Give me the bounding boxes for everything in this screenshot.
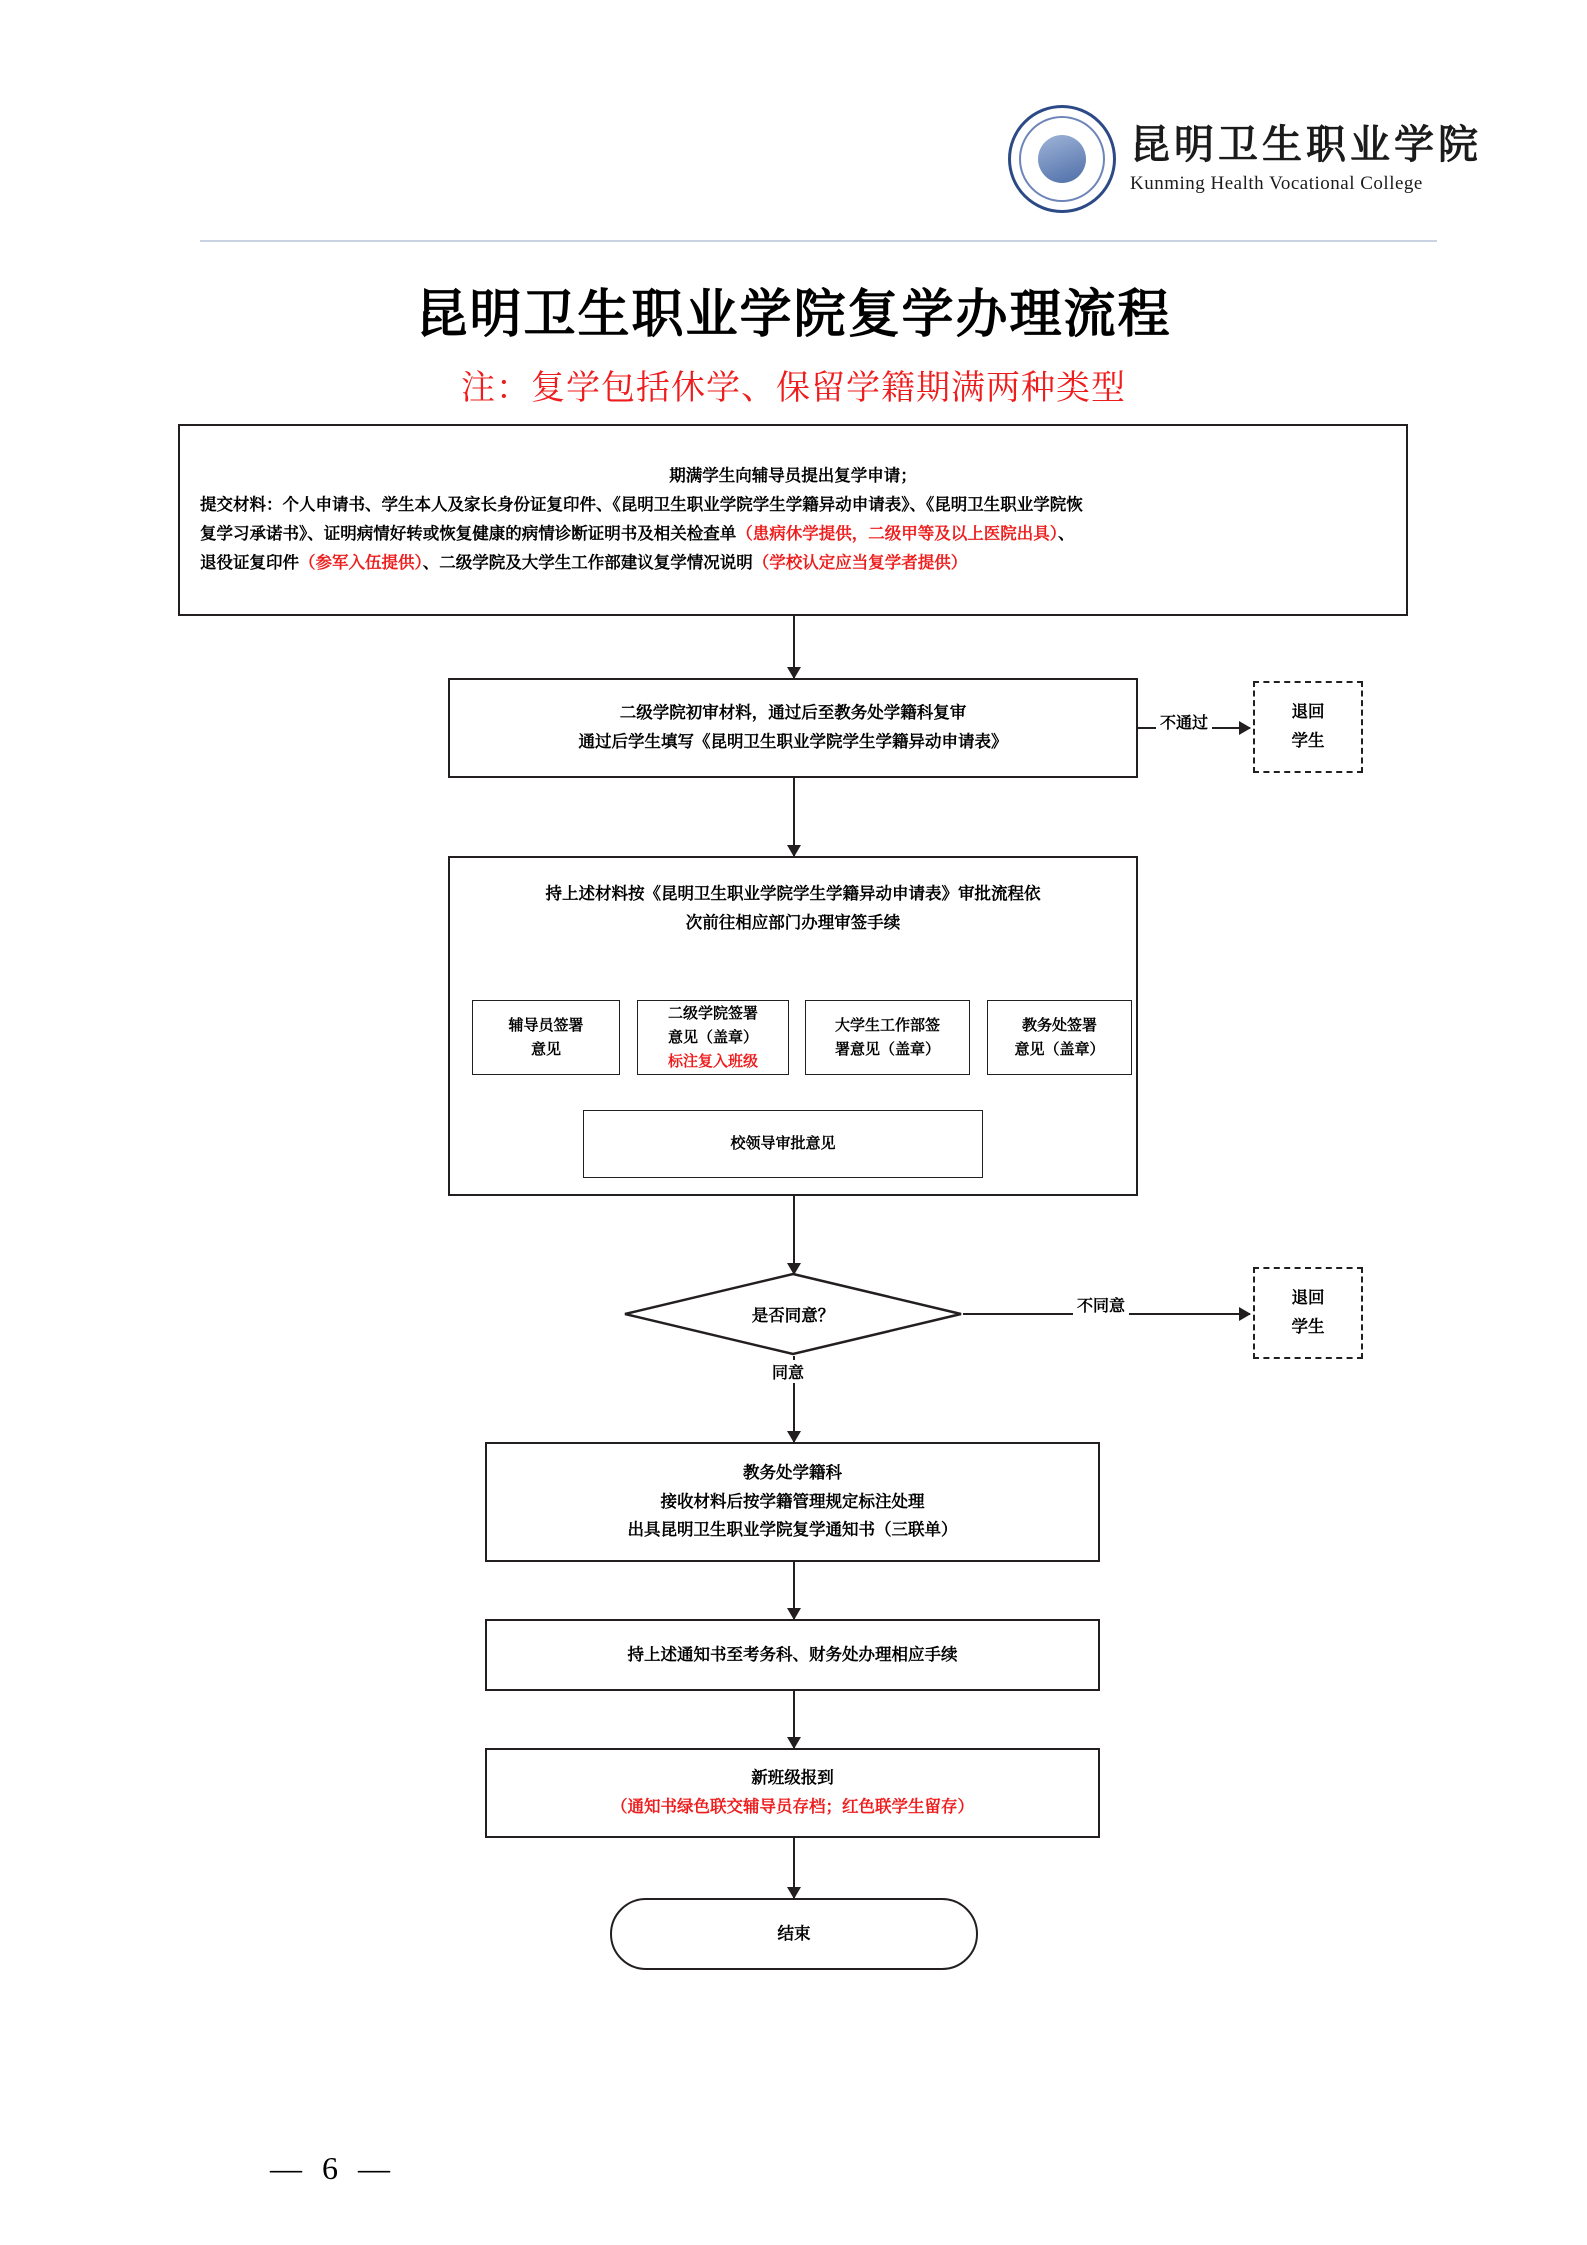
node1-line4-d: （学校认定应当复学者提供） — [752, 553, 968, 572]
college-seal-icon — [1008, 105, 1116, 213]
logo-text-en: Kunming Health Vocational College — [1130, 173, 1423, 194]
node1-line3 — [200, 520, 1075, 549]
reject1-line2: 学生 — [1291, 732, 1325, 750]
decision-label: 是否同意？ — [751, 1307, 835, 1325]
arrow-node6-to-end — [793, 1838, 795, 1898]
flow-node-reject-student-1 — [1253, 681, 1363, 773]
node5-line1: 持上述通知书至考务科、财务处办理相应手续 — [627, 1645, 958, 1664]
node2-line1: 二级学院初审材料，通过后至教务处学籍科复审 — [619, 704, 967, 723]
edge-label-fail: 不通过 — [1156, 710, 1212, 733]
node6-line2: （通知书绿色联交辅导员存档；红色联学生留存） — [611, 1798, 974, 1816]
node4-line1: 教务处学籍科 — [743, 1463, 842, 1482]
signature-box-school-leader — [583, 1110, 983, 1178]
sub-wide-label: 校领导审批意见 — [730, 1135, 836, 1152]
signature-box-academic-affairs — [987, 1000, 1132, 1075]
node6-line1: 新班级报到 — [751, 1769, 834, 1788]
flow-node-reject-student-2 — [1253, 1267, 1363, 1359]
sub3-line2: 署意见（盖章） — [834, 1040, 940, 1058]
sub4-line1: 教务处签署 — [1021, 1016, 1097, 1034]
node1-line2: 提交材料：个人申请书、学生本人及家长身份证复印件、《昆明卫生职业学院学生学籍异动申请表》、《昆明卫生职业学院恢 — [200, 496, 1083, 515]
node1-line4-c: 、二级学院及大学生工作部建议复学情况说明 — [422, 553, 753, 572]
sub2-line2: 意见（盖章） — [667, 1028, 758, 1046]
edge-label-agree: 同意 — [768, 1360, 808, 1383]
flow-node-exam-finance — [485, 1619, 1100, 1691]
edge-label-disagree: 不同意 — [1073, 1293, 1129, 1316]
arrow-node1-to-node2 — [793, 616, 795, 678]
flow-node-preliminary-review — [448, 678, 1138, 778]
header-divider — [200, 240, 1437, 242]
node2-line2: 通过后学生填写《昆明卫生职业学院学生学籍异动申请表》 — [578, 733, 1008, 751]
college-logo — [1008, 105, 1482, 213]
sub2-line1: 二级学院签署 — [667, 1004, 758, 1022]
logo-text-cn: 昆明卫生职业学院 — [1130, 122, 1482, 167]
seal-inner-shape — [1038, 135, 1086, 183]
reject2-line1: 退回 — [1291, 1289, 1325, 1308]
arrow-node2-to-node3 — [793, 778, 795, 856]
node1-line4-b: （参军入伍提供） — [299, 553, 423, 572]
node3-line2: 次前往相应部门办理审签手续 — [685, 913, 901, 932]
sub2-line3: 标注复入班级 — [667, 1052, 758, 1070]
flow-node-end — [610, 1898, 978, 1970]
signature-box-counselor — [472, 1000, 620, 1075]
reject2-line2: 学生 — [1291, 1318, 1325, 1336]
flow-node-registrar-issue — [485, 1442, 1100, 1562]
sub4-line2: 意见（盖章） — [1014, 1040, 1105, 1058]
node1-line1: 期满学生向辅导员提出复学申请； — [669, 467, 917, 486]
node4-line3: 出具昆明卫生职业学院复学通知书（三联单） — [627, 1521, 958, 1540]
node3-line1: 持上述材料按《昆明卫生职业学院学生学籍异动申请表》审批流程依 — [545, 885, 1041, 903]
node1-line3-b: （患病休学提供，二级甲等及以上医院出具） — [736, 525, 1058, 543]
node1-line4-a: 退役证复印件 — [200, 553, 299, 572]
page-number: — 6 — — [270, 2150, 396, 2186]
sub1-line2: 意见 — [530, 1040, 561, 1058]
node1-line3-c: 、 — [1058, 525, 1075, 543]
arrow-node3-to-decision — [793, 1196, 795, 1274]
logo-text-block — [1130, 123, 1482, 195]
sub3-line1: 大学生工作部签 — [834, 1016, 940, 1034]
reject1-line1: 退回 — [1291, 703, 1325, 722]
flow-node-new-class-report — [485, 1748, 1100, 1838]
signature-box-student-affairs — [805, 1000, 970, 1075]
node1-line3-a: 复学习承诺书》、证明病情好转或恢复健康的病情诊断证明书及相关检查单 — [200, 525, 737, 543]
node1-line4 — [200, 549, 967, 578]
flow-node-application — [178, 424, 1408, 616]
node4-line2: 接收材料后按学籍管理规定标注处理 — [660, 1492, 925, 1511]
end-label: 结束 — [777, 1924, 811, 1943]
arrow-node4-to-node5 — [793, 1562, 795, 1619]
page-subtitle: 注：复学包括休学、保留学籍期满两种类型 — [461, 370, 1126, 407]
sub1-line1: 辅导员签署 — [508, 1016, 584, 1034]
flow-decision-approve — [623, 1272, 963, 1356]
arrow-node5-to-node6 — [793, 1691, 795, 1748]
signature-box-secondary-college — [637, 1000, 789, 1075]
page-title: 昆明卫生职业学院复学办理流程 — [415, 287, 1172, 344]
